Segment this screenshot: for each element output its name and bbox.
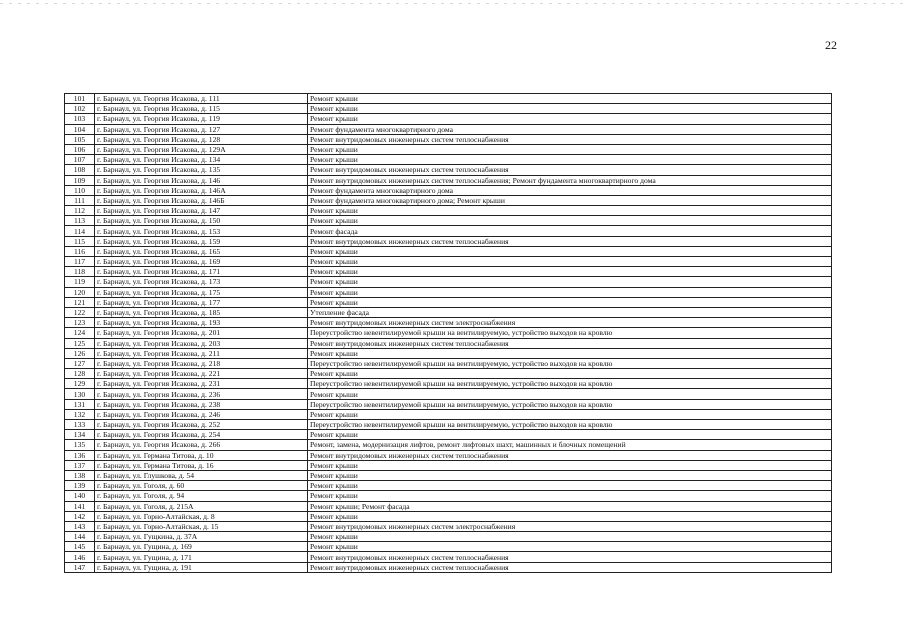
work-type-cell: Утепление фасада xyxy=(308,307,832,317)
work-type-cell: Ремонт крыши xyxy=(308,246,832,256)
work-type-cell: Ремонт фундамента многоквартирного дома xyxy=(308,124,832,134)
work-type-cell: Ремонт крыши xyxy=(308,216,832,226)
row-number-cell: 125 xyxy=(65,338,95,348)
table-row xyxy=(65,328,832,338)
row-number-cell: 102 xyxy=(65,104,95,114)
row-number-cell: 120 xyxy=(65,287,95,297)
work-type-cell: Ремонт фундамента многоквартирного дома; Ремонт крыши xyxy=(308,195,832,205)
row-number-cell: 117 xyxy=(65,257,95,267)
table-row xyxy=(65,195,832,205)
table-row xyxy=(65,358,832,368)
address-cell: г. Барнаул, ул. Георгия Исакова, д. 203 xyxy=(95,338,308,348)
row-number-cell: 103 xyxy=(65,114,95,124)
address-cell: г. Барнаул, ул. Георгия Исакова, д. 119 xyxy=(95,114,308,124)
address-cell: г. Барнаул, ул. Георгия Исакова, д. 246 xyxy=(95,409,308,419)
address-cell: г. Барнаул, ул. Германа Титова, д. 16 xyxy=(95,460,308,470)
row-number-cell: 105 xyxy=(65,134,95,144)
work-type-cell: Ремонт внутридомовых инженерных систем электроснабжения xyxy=(308,521,832,531)
address-cell: г. Барнаул, ул. Георгия Исакова, д. 266 xyxy=(95,440,308,450)
work-type-cell: Ремонт внутридомовых инженерных систем теплоснабжения xyxy=(308,552,832,562)
address-cell: г. Барнаул, ул. Георгия Исакова, д. 169 xyxy=(95,257,308,267)
address-cell: г. Барнаул, ул. Георгия Исакова, д. 150 xyxy=(95,216,308,226)
work-type-cell: Ремонт крыши xyxy=(308,257,832,267)
table-row xyxy=(65,155,832,165)
row-number-cell: 145 xyxy=(65,542,95,552)
row-number-cell: 124 xyxy=(65,328,95,338)
work-type-cell: Ремонт внутридомовых инженерных систем теплоснабжения xyxy=(308,450,832,460)
work-type-cell: Ремонт фундамента многоквартирного дома xyxy=(308,185,832,195)
row-number-cell: 138 xyxy=(65,470,95,480)
table-row xyxy=(65,481,832,491)
table-row xyxy=(65,297,832,307)
work-type-cell: Ремонт крыши; Ремонт фасада xyxy=(308,501,832,511)
row-number-cell: 128 xyxy=(65,369,95,379)
row-number-cell: 137 xyxy=(65,460,95,470)
address-cell: г. Барнаул, ул. Гоголя, д. 94 xyxy=(95,491,308,501)
address-cell: г. Барнаул, ул. Гоголя, д. 60 xyxy=(95,481,308,491)
work-type-cell: Ремонт крыши xyxy=(308,206,832,216)
address-cell: г. Барнаул, ул. Георгия Исакова, д. 211 xyxy=(95,348,308,358)
table-row xyxy=(65,440,832,450)
work-type-cell: Ремонт фасада xyxy=(308,226,832,236)
work-type-cell: Ремонт крыши xyxy=(308,94,832,104)
row-number-cell: 110 xyxy=(65,185,95,195)
row-number-cell: 113 xyxy=(65,216,95,226)
table-row xyxy=(65,246,832,256)
address-cell: г. Барнаул, ул. Георгия Исакова, д. 171 xyxy=(95,267,308,277)
address-cell: г. Барнаул, ул. Георгия Исакова, д. 238 xyxy=(95,399,308,409)
address-cell: г. Барнаул, ул. Георгия Исакова, д. 231 xyxy=(95,379,308,389)
work-type-cell: Ремонт крыши xyxy=(308,369,832,379)
works-table xyxy=(64,93,832,573)
address-cell: г. Барнаул, ул. Георгия Исакова, д. 135 xyxy=(95,165,308,175)
work-type-cell: Ремонт крыши xyxy=(308,144,832,154)
table-row xyxy=(65,420,832,430)
row-number-cell: 122 xyxy=(65,307,95,317)
address-cell: г. Барнаул, ул. Георгия Исакова, д. 153 xyxy=(95,226,308,236)
scan-artifact-line xyxy=(0,3,905,4)
work-type-cell: Ремонт внутридомовых инженерных систем теплоснабжения xyxy=(308,165,832,175)
work-type-cell: Ремонт внутридомовых инженерных систем теплоснабжения xyxy=(308,236,832,246)
table-row xyxy=(65,277,832,287)
work-type-cell: Ремонт внутридомовых инженерных систем теплоснабжения; Ремонт фундамента многоквартирного дома xyxy=(308,175,832,185)
work-type-cell: Ремонт крыши xyxy=(308,348,832,358)
table-row xyxy=(65,379,832,389)
table-row xyxy=(65,257,832,267)
row-number-cell: 139 xyxy=(65,481,95,491)
row-number-cell: 143 xyxy=(65,521,95,531)
work-type-cell: Ремонт крыши xyxy=(308,532,832,542)
work-type-cell: Переустройство невентилируемой крыши на вентилируемую, устройство выходов на кровлю xyxy=(308,328,832,338)
work-type-cell: Ремонт внутридомовых инженерных систем теплоснабжения xyxy=(308,338,832,348)
address-cell: г. Барнаул, ул. Георгия Исакова, д. 165 xyxy=(95,246,308,256)
table-row xyxy=(65,267,832,277)
work-type-cell: Ремонт крыши xyxy=(308,481,832,491)
work-type-cell: Переустройство невентилируемой крыши на вентилируемую, устройство выходов на кровлю xyxy=(308,358,832,368)
table-row xyxy=(65,562,832,572)
table-row xyxy=(65,94,832,104)
work-type-cell: Переустройство невентилируемой крыши на вентилируемую, устройство выходов на кровлю xyxy=(308,379,832,389)
row-number-cell: 127 xyxy=(65,358,95,368)
row-number-cell: 140 xyxy=(65,491,95,501)
table-row xyxy=(65,460,832,470)
work-type-cell: Ремонт крыши xyxy=(308,430,832,440)
table-row xyxy=(65,450,832,460)
row-number-cell: 147 xyxy=(65,562,95,572)
work-type-cell: Ремонт крыши xyxy=(308,460,832,470)
table-row xyxy=(65,318,832,328)
work-type-cell: Ремонт крыши xyxy=(308,511,832,521)
work-type-cell: Ремонт внутридомовых инженерных систем теплоснабжения xyxy=(308,134,832,144)
row-number-cell: 118 xyxy=(65,267,95,277)
row-number-cell: 130 xyxy=(65,389,95,399)
row-number-cell: 121 xyxy=(65,297,95,307)
address-cell: г. Барнаул, ул. Гущина, д. 171 xyxy=(95,552,308,562)
table-row xyxy=(65,348,832,358)
row-number-cell: 123 xyxy=(65,318,95,328)
address-cell: г. Барнаул, ул. Георгия Исакова, д. 111 xyxy=(95,94,308,104)
table-row xyxy=(65,114,832,124)
row-number-cell: 126 xyxy=(65,348,95,358)
table-row xyxy=(65,236,832,246)
work-type-cell: Ремонт крыши xyxy=(308,542,832,552)
work-type-cell: Ремонт крыши xyxy=(308,277,832,287)
address-cell: г. Барнаул, ул. Георгия Исакова, д. 128 xyxy=(95,134,308,144)
address-cell: г. Барнаул, ул. Георгия Исакова, д. 173 xyxy=(95,277,308,287)
row-number-cell: 135 xyxy=(65,440,95,450)
row-number-cell: 136 xyxy=(65,450,95,460)
work-type-cell: Ремонт крыши xyxy=(308,470,832,480)
row-number-cell: 108 xyxy=(65,165,95,175)
work-type-cell: Ремонт, замена, модернизация лифтов, ремонт лифтовых шахт, машинных и блочных помещений xyxy=(308,440,832,450)
table-row xyxy=(65,104,832,114)
address-cell: г. Барнаул, ул. Гоголя, д. 215А xyxy=(95,501,308,511)
work-type-cell: Ремонт внутридомовых инженерных систем электроснабжения xyxy=(308,318,832,328)
work-type-cell: Ремонт крыши xyxy=(308,491,832,501)
address-cell: г. Барнаул, ул. Георгия Исакова, д. 236 xyxy=(95,389,308,399)
address-cell: г. Барнаул, ул. Гущина, д. 169 xyxy=(95,542,308,552)
row-number-cell: 107 xyxy=(65,155,95,165)
address-cell: г. Барнаул, ул. Георгия Исакова, д. 218 xyxy=(95,358,308,368)
row-number-cell: 144 xyxy=(65,532,95,542)
row-number-cell: 142 xyxy=(65,511,95,521)
table-row xyxy=(65,144,832,154)
address-cell: г. Барнаул, ул. Георгия Исакова, д. 146 xyxy=(95,175,308,185)
work-type-cell: Ремонт внутридомовых инженерных систем теплоснабжения xyxy=(308,562,832,572)
table-row xyxy=(65,552,832,562)
address-cell: г. Барнаул, ул. Георгия Исакова, д. 159 xyxy=(95,236,308,246)
table-row xyxy=(65,470,832,480)
table-row xyxy=(65,532,832,542)
works-table-body xyxy=(65,94,832,573)
table-row xyxy=(65,175,832,185)
row-number-cell: 112 xyxy=(65,206,95,216)
address-cell: г. Барнаул, ул. Георгия Исакова, д. 193 xyxy=(95,318,308,328)
page-number: 22 xyxy=(825,38,837,52)
address-cell: г. Барнаул, ул. Георгия Исакова, д. 252 xyxy=(95,420,308,430)
address-cell: г. Барнаул, ул. Георгия Исакова, д. 254 xyxy=(95,430,308,440)
address-cell: г. Барнаул, ул. Глушкова, д. 54 xyxy=(95,470,308,480)
table-row xyxy=(65,521,832,531)
table-row xyxy=(65,511,832,521)
table-row xyxy=(65,216,832,226)
row-number-cell: 132 xyxy=(65,409,95,419)
table-row xyxy=(65,185,832,195)
address-cell: г. Барнаул, ул. Георгия Исакова, д. 115 xyxy=(95,104,308,114)
address-cell: г. Барнаул, ул. Георгия Исакова, д. 221 xyxy=(95,369,308,379)
address-cell: г. Барнаул, ул. Георгия Исакова, д. 127 xyxy=(95,124,308,134)
table-row xyxy=(65,124,832,134)
address-cell: г. Барнаул, ул. Георгия Исакова, д. 177 xyxy=(95,297,308,307)
work-type-cell: Ремонт крыши xyxy=(308,267,832,277)
table-row xyxy=(65,389,832,399)
work-type-cell: Переустройство невентилируемой крыши на вентилируемую, устройство выходов на кровлю xyxy=(308,420,832,430)
row-number-cell: 119 xyxy=(65,277,95,287)
work-type-cell: Переустройство невентилируемой крыши на вентилируемую, устройство выходов на кровлю xyxy=(308,399,832,409)
work-type-cell: Ремонт крыши xyxy=(308,297,832,307)
table-row xyxy=(65,369,832,379)
work-type-cell: Ремонт крыши xyxy=(308,287,832,297)
table-row xyxy=(65,501,832,511)
work-type-cell: Ремонт крыши xyxy=(308,155,832,165)
address-cell: г. Барнаул, ул. Горно-Алтайская, д. 15 xyxy=(95,521,308,531)
row-number-cell: 115 xyxy=(65,236,95,246)
address-cell: г. Барнаул, ул. Германа Титова, д. 10 xyxy=(95,450,308,460)
row-number-cell: 133 xyxy=(65,420,95,430)
table-row xyxy=(65,206,832,216)
address-cell: г. Барнаул, ул. Георгия Исакова, д. 129А xyxy=(95,144,308,154)
row-number-cell: 114 xyxy=(65,226,95,236)
address-cell: г. Барнаул, ул. Георгия Исакова, д. 147 xyxy=(95,206,308,216)
row-number-cell: 109 xyxy=(65,175,95,185)
work-type-cell: Ремонт крыши xyxy=(308,114,832,124)
table-row xyxy=(65,338,832,348)
table-row xyxy=(65,399,832,409)
address-cell: г. Барнаул, ул. Георгия Исакова, д. 201 xyxy=(95,328,308,338)
row-number-cell: 141 xyxy=(65,501,95,511)
table-row xyxy=(65,165,832,175)
work-type-cell: Ремонт крыши xyxy=(308,409,832,419)
row-number-cell: 131 xyxy=(65,399,95,409)
row-number-cell: 134 xyxy=(65,430,95,440)
table-row xyxy=(65,430,832,440)
address-cell: г. Барнаул, ул. Георгия Исакова, д. 175 xyxy=(95,287,308,297)
address-cell: г. Барнаул, ул. Георгия Исакова, д. 185 xyxy=(95,307,308,317)
row-number-cell: 146 xyxy=(65,552,95,562)
table-row xyxy=(65,226,832,236)
row-number-cell: 101 xyxy=(65,94,95,104)
address-cell: г. Барнаул, ул. Гущина, д. 191 xyxy=(95,562,308,572)
address-cell: г. Барнаул, ул. Георгия Исакова, д. 146А xyxy=(95,185,308,195)
row-number-cell: 111 xyxy=(65,195,95,205)
row-number-cell: 116 xyxy=(65,246,95,256)
address-cell: г. Барнаул, ул. Горно-Алтайская, д. 8 xyxy=(95,511,308,521)
work-type-cell: Ремонт крыши xyxy=(308,389,832,399)
table-row xyxy=(65,491,832,501)
table-row xyxy=(65,542,832,552)
address-cell: г. Барнаул, ул. Гущкина, д. 37А xyxy=(95,532,308,542)
table-row xyxy=(65,409,832,419)
row-number-cell: 129 xyxy=(65,379,95,389)
address-cell: г. Барнаул, ул. Георгия Исакова, д. 134 xyxy=(95,155,308,165)
table-row xyxy=(65,307,832,317)
table-row xyxy=(65,287,832,297)
row-number-cell: 106 xyxy=(65,144,95,154)
work-type-cell: Ремонт крыши xyxy=(308,104,832,114)
table-row xyxy=(65,134,832,144)
address-cell: г. Барнаул, ул. Георгия Исакова, д. 146Б xyxy=(95,195,308,205)
row-number-cell: 104 xyxy=(65,124,95,134)
